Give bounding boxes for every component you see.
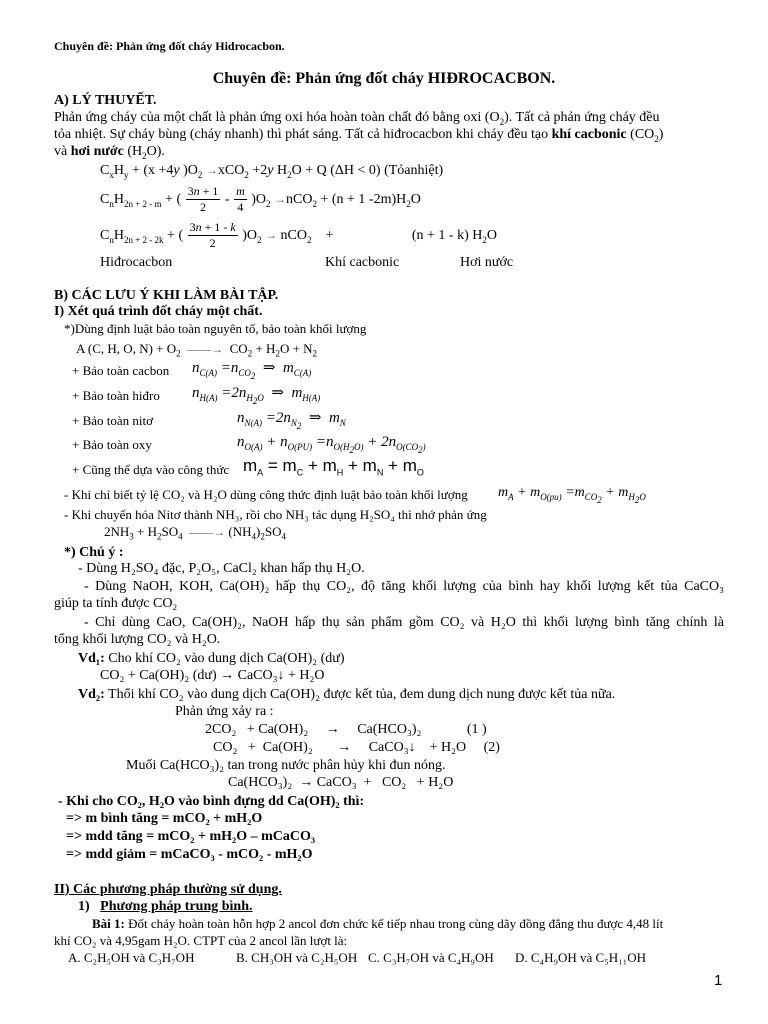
summary-1: - Khi cho CO₂, H₂O vào bình đựng dd Ca(OH)₂ thì: xyxy=(58,794,365,809)
label-carbon-dioxide: Khí cacbonic xyxy=(325,255,400,270)
ratio-note: - Khi chỉ biết tỷ lệ CO₂ và H₂O dùng công thức định luật bảo toàn khối lượng xyxy=(64,487,468,502)
combustion-equation-general: $C_xH_y + (x +4y$ )$O_2 \to xCO_2 +2y$ $H_2O + Q$ (ΔH < 0) (Tỏanhiệt) xyxy=(100,163,444,180)
part-2-heading: II) Các phương pháp thường sử dụng. xyxy=(54,882,282,897)
combustion-equation-cnh2n2k: $C_nH_{2n + 2 - 2k}$ + ( $\frac{3n + 1 - k}{2}$ )$O_2 \to nCO_2$ + (n + 1 - k) $H_2O$ xyxy=(100,220,497,251)
section-notes-heading: B) CÁC LƯU Ý KHI LÀM BÀI TẬP. xyxy=(54,288,279,303)
conserve-nitrogen-formula: $n_{N(A)} =2n_{N_2}$ ⇒ $m_N$ xyxy=(237,410,346,431)
example-2-react-label: Phản ứng xảy ra : xyxy=(175,704,274,719)
option-b: B. CH₃OH và C₂H₅OH xyxy=(236,950,358,965)
conserve-nitrogen: + Bảo toàn nitơ xyxy=(72,413,154,428)
example-2-salt-note: Muối Ca(HCO₃)₂ tan trong nước phân hủy khi đun nóng. xyxy=(126,758,446,773)
method-1: 1) Phương pháp trung bình. xyxy=(78,899,253,914)
note-2b: giúp ta tính được CO₂ xyxy=(54,596,178,611)
example-2-equation-2: CO₂ + Ca(OH)₂ → CaCO₃↓ + H₂O (2) xyxy=(213,740,500,755)
summary-4: => mdd giảm = mCaCO₃ - mCO₂ - mH₂O xyxy=(66,847,313,862)
exercise-1-line-2: khí CO₂ và 4,95gam H₂O. CTPT của 2 ancol lần lượt là: xyxy=(54,933,348,948)
note-3a: - Chỉ dùng CaO, Ca(OH)₂, NaOH hấp thụ sản phẩm gồm CO₂ và H₂O thì khối lượng bình tăng chính là xyxy=(84,615,724,630)
example-1: Vd₁: Cho khí CO₂ vào dung dịch Ca(OH)₂ (dư) xyxy=(78,651,345,666)
running-header: Chuyên đề: Phản ứng đốt cháy Hidrocacbon. xyxy=(54,39,285,53)
label-water-vapor: Hơi nước xyxy=(460,255,514,270)
summary-3: => mdd tăng = mCO₂ + mH₂O – mCaCO₃ xyxy=(66,829,316,844)
intro-line-2: tỏa nhiệt. Sự cháy bùng (cháy nhanh) thì phát sáng. Tất cả hiđrocacbon khi cháy đều tạo khí cacbonic $(CO_2)$ xyxy=(54,127,664,144)
combustion-equation-cnh2n2m: $C_nH_{2n + 2 - m}$ + ( $\frac{3n + 1}{2}$ - $\frac{m}{4}$ )$O_2 \to nCO_2 + (n + 1$ $-2m)H_2O$ xyxy=(100,184,421,215)
section-theory-heading: A) LÝ THUYẾT. xyxy=(54,93,157,108)
ammonia-reaction: $2NH_3 + H_2SO_4$ ——→ $(NH_4)_2SO_4$ xyxy=(104,524,286,542)
conserve-oxygen-formula: $n_{O(A)} + n_{O(PU)} =n_{O(H_2O)} + 2n_{O(CO_2)}$ xyxy=(237,434,426,455)
example-2-equation-1: 2CO₂ + Ca(OH)₂ → Ca(HCO₃)₂ (1 ) xyxy=(205,722,487,737)
option-c: C. C₃H₇OH và C₄H₉OH xyxy=(368,950,494,965)
conserve-hydrogen-formula: $n_{H(A)} =2n_{H_2O}$ ⇒ $m_{H(A)}$ xyxy=(192,385,321,406)
ratio-formula: $m_A + m_{O(pu)} =m_{CO_2} + m_{H_2O}$ xyxy=(498,485,646,505)
part-1-heading: I) Xét quá trình đốt cháy một chất. xyxy=(54,304,263,319)
option-a: A. C₂H₅OH và C₃H₇OH xyxy=(68,950,195,965)
page-number: 1 xyxy=(714,972,723,989)
nitrogen-note: - Khi chuyển hóa Nitơ thành NH₃, rồi cho NH₃ tác dụng H₂SO₄ thì nhớ phản ứng xyxy=(64,507,487,522)
note-1: - Dùng H₂SO₄ đặc, P₂O₅, CaCl₂ khan hấp thụ H₂O. xyxy=(78,561,365,576)
general-reaction: A (C, H, O, $N) + O_2$ ——→ $CO_2 + H_2O + N_2$ xyxy=(76,341,318,359)
example-2-equation-3: Ca(HCO₃)₂ → CaCO₃ + CO₂ + H₂O xyxy=(228,775,454,790)
example-1-equation: CO₂ + Ca(OH)₂ (dư) → CaCO₃↓ + H₂O xyxy=(100,668,325,683)
option-d: D. C₄H₉OH và C₅H₁₁OH xyxy=(515,950,646,965)
note-2a: - Dùng NaOH, KOH, Ca(OH)₂ hấp thụ CO₂, độ tăng khối lượng của bình hay khối lượng kết tủa CaCO₃ xyxy=(84,579,724,594)
label-hydrocarbon: Hiđrocacbon xyxy=(100,255,173,270)
conserve-mass: + Cũng thể dựa vào công thức xyxy=(72,462,230,477)
conserve-carbon: + Bảo toàn cacbon xyxy=(72,363,170,378)
page-title: Chuyên đề: Phản ứng đốt cháy HIĐROCACBON. xyxy=(212,70,556,87)
conserve-hydrogen: + Bảo toàn hiđro xyxy=(72,388,160,403)
example-2: Vd₂: Thổi khí CO₂ vào dung dịch Ca(OH)₂ được kết tủa, đem dung dịch nung được kết tủa nữa. xyxy=(78,687,616,702)
note-title: *) Chú ý : xyxy=(64,545,124,560)
conserve-oxygen: + Bảo toàn oxy xyxy=(72,437,152,452)
intro-line-3: và hơi nước $(H_2O)$. xyxy=(54,144,165,161)
note-3b: tổng khối lượng CO₂ và H₂O. xyxy=(54,632,221,647)
conserve-carbon-formula: $n_{C(A)} =n_{CO_2}$ ⇒ $m_{C(A)}$ xyxy=(192,360,312,381)
intro-line-1: Phản ứng cháy của một chất là phản ứng oxi hóa hoàn toàn chất đó bằng oxi $(O_2)$. Tất cả phản ứng cháy đều xyxy=(54,110,660,127)
summary-2: => m bình tăng = mCO₂ + mH₂O xyxy=(66,811,263,826)
conserve-mass-formula: $m_A = m_C + m_H + m_N + m_O$ xyxy=(243,456,424,478)
conservation-rule: *)Dùng định luật bảo toàn nguyên tố, bảo toàn khối lượng xyxy=(64,321,367,336)
exercise-1: Bài 1: Đốt cháy hoàn toàn hỗn hợp 2 ancol đơn chức kế tiếp nhau trong cùng dãy đồng đẳng thu được 4,48 lít xyxy=(92,916,664,931)
